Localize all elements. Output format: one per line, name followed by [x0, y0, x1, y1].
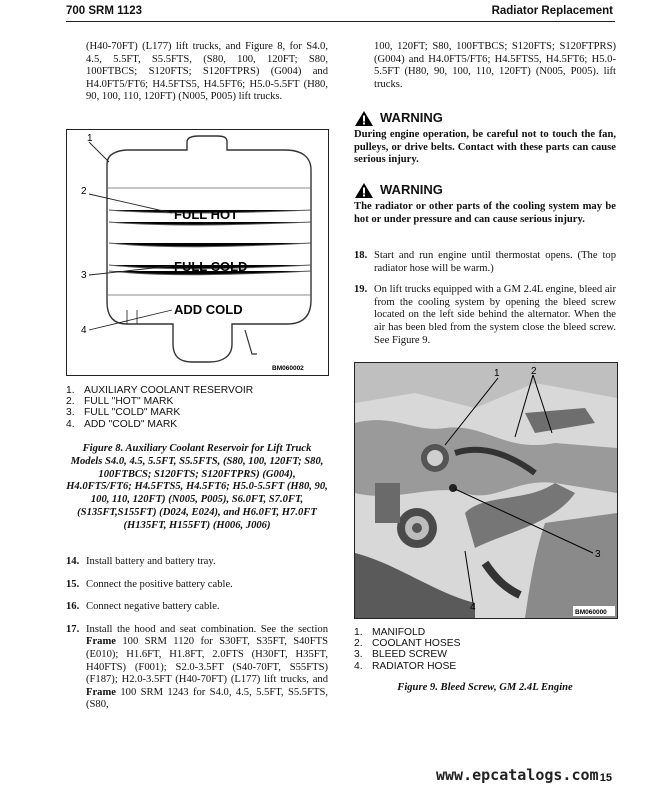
step-item: 15. Connect the positive battery cable.: [66, 578, 233, 590]
callout-3: 3: [81, 270, 87, 281]
legend-item: 3. BLEED SCREW: [354, 649, 447, 661]
left-steps: [66, 556, 328, 712]
step-item: 14. Install battery and battery tray.: [66, 556, 216, 567]
callout-2: 2: [81, 186, 87, 197]
step-item: 17. Install the hood and seat combination. See the section Frame 100 SRM 1120 for S30FT, S35FT, S40FTS (E010); H1.6FT, H1.8FT, 2.0FTS (H30FT, H35FT, H40FTS) (F001); S2.0-3.5FT (S40-70FT, S55FTS) (F187); H2.0-3.5FT (H40-70FT) (L177) lift trucks, and Frame 100 SRM 1243 for S4.0, 4.5, 5.5FT, S5.5FTS, (S80,: [66, 623, 328, 711]
warning-1: [354, 110, 616, 167]
warning-1-title: WARNING: [380, 110, 443, 126]
figure-9-caption: Figure 9. Bleed Screw, GM 2.4L Engine: [397, 682, 573, 693]
watermark: www.epcatalogs.com: [436, 766, 599, 784]
legend-item: 2. COOLANT HOSES: [354, 638, 461, 650]
left-intro-block: [66, 41, 328, 104]
callout-1: 1: [87, 133, 93, 144]
legend-item: 4. RADIATOR HOSE: [354, 660, 457, 672]
right-cont-block: [354, 41, 616, 91]
reservoir-diagram: [67, 130, 328, 375]
figure-8-image: [66, 129, 329, 376]
step-item: 16. Connect negative battery cable.: [66, 601, 220, 613]
step-item: 18. Start and run engine until thermostat opens. (The top radiator hose will be warm.): [354, 250, 616, 274]
warning-triangle-icon: [354, 110, 374, 127]
callout-3: 3: [595, 549, 601, 560]
callout-4: 4: [81, 325, 87, 336]
warning-2: [354, 182, 616, 226]
callout-4: 4: [470, 602, 476, 613]
warning-2-body: The radiator or other parts of the cooling system may be hot or under pressure and can cause serious injury.: [354, 201, 616, 225]
legend-item: 1. AUXILIARY COOLANT RESERVOIR: [66, 385, 254, 396]
callout-2: 2: [531, 366, 537, 377]
figure-9-legend: [354, 627, 616, 672]
legend-item: 2. FULL "HOT" MARK: [66, 396, 174, 408]
warning-triangle-icon: [354, 182, 374, 199]
engine-photo: [355, 363, 617, 618]
page-number: 15: [599, 772, 612, 784]
add-cold-label: ADD COLD: [174, 302, 243, 317]
figure-8-legend: [66, 385, 328, 430]
warning-1-body: During engine operation, be careful not to touch the fan, pulleys, or drive belts. Contact with these parts can cause serious injury.: [354, 129, 616, 166]
legend-item: 1. MANIFOLD: [354, 627, 426, 638]
callout-1: 1: [494, 368, 500, 379]
figure-9-image: [354, 362, 618, 619]
figure-8-caption: Figure 8. Auxiliary Coolant Reservoir for Lift Truck Models S4.0, 4.5, 5.5FT, S5.5FTS, (S80, 100, 120FT; S80, 100FTBCS; S120FTS; S120FTPRS) (G004), H4.0FT5/FT6; H4.5FTS5, H4.5FT6; H5.0-5.5FT (H80, 90, 100, 110, 120FT) (N005, P005), S6.0FT, S7.0FT, (S135FT,S155FT) (D024, E024), and H6.0FT, H7.0FT (H135FT, H155FT) (H006, J006): [66, 443, 328, 531]
full-cold-label: FULL COLD: [174, 259, 248, 274]
right-steps: [354, 250, 616, 347]
full-hot-label: FULL HOT: [174, 207, 239, 222]
header-doc-code: 700 SRM 1123: [66, 5, 143, 17]
right-cont-text: 100, 120FT; S80, 100FTBCS; S120FTS; S120FTPRS) (G004) and H4.0FT5/FT6; H4.5FTS5, H4.5FT6; H5.0-5.5FT (H80, 90, 100, 110, 120FT) (N005, P005). lift trucks.: [374, 41, 616, 90]
figure-8-code: BM060002: [272, 365, 304, 372]
step-item: 19. On lift trucks equipped with a GM 2.4L engine, bleed air from the cooling system by opening the bleed screw located on the left side behind the alternator. When the air has been bled from the system close the bleed screw. See Figure 9.: [354, 284, 616, 346]
legend-item: 3. FULL "COLD" MARK: [66, 407, 181, 419]
figure-9-code: BM060000: [575, 609, 607, 616]
legend-item: 4. ADD "COLD" MARK: [66, 418, 178, 430]
left-intro-text: (H40-70FT) (L177) lift trucks, and Figure 8, for S4.0, 4.5, 5.5FT, S5.5FTS, (S80, 100, 120FT; S80, 100FTBCS; S120FTS; S120FTPRS) (G004) and H4.0FT5/FT6; H4.5FTS5, H4.5FT6; H5.0-5.5FT (H80, 90, 100, 110, 120FT) (N005, P005) lift trucks.: [86, 41, 328, 103]
warning-2-title: WARNING: [380, 182, 443, 198]
header-section-title: Radiator Replacement: [491, 5, 613, 17]
header-rule: [66, 21, 615, 22]
